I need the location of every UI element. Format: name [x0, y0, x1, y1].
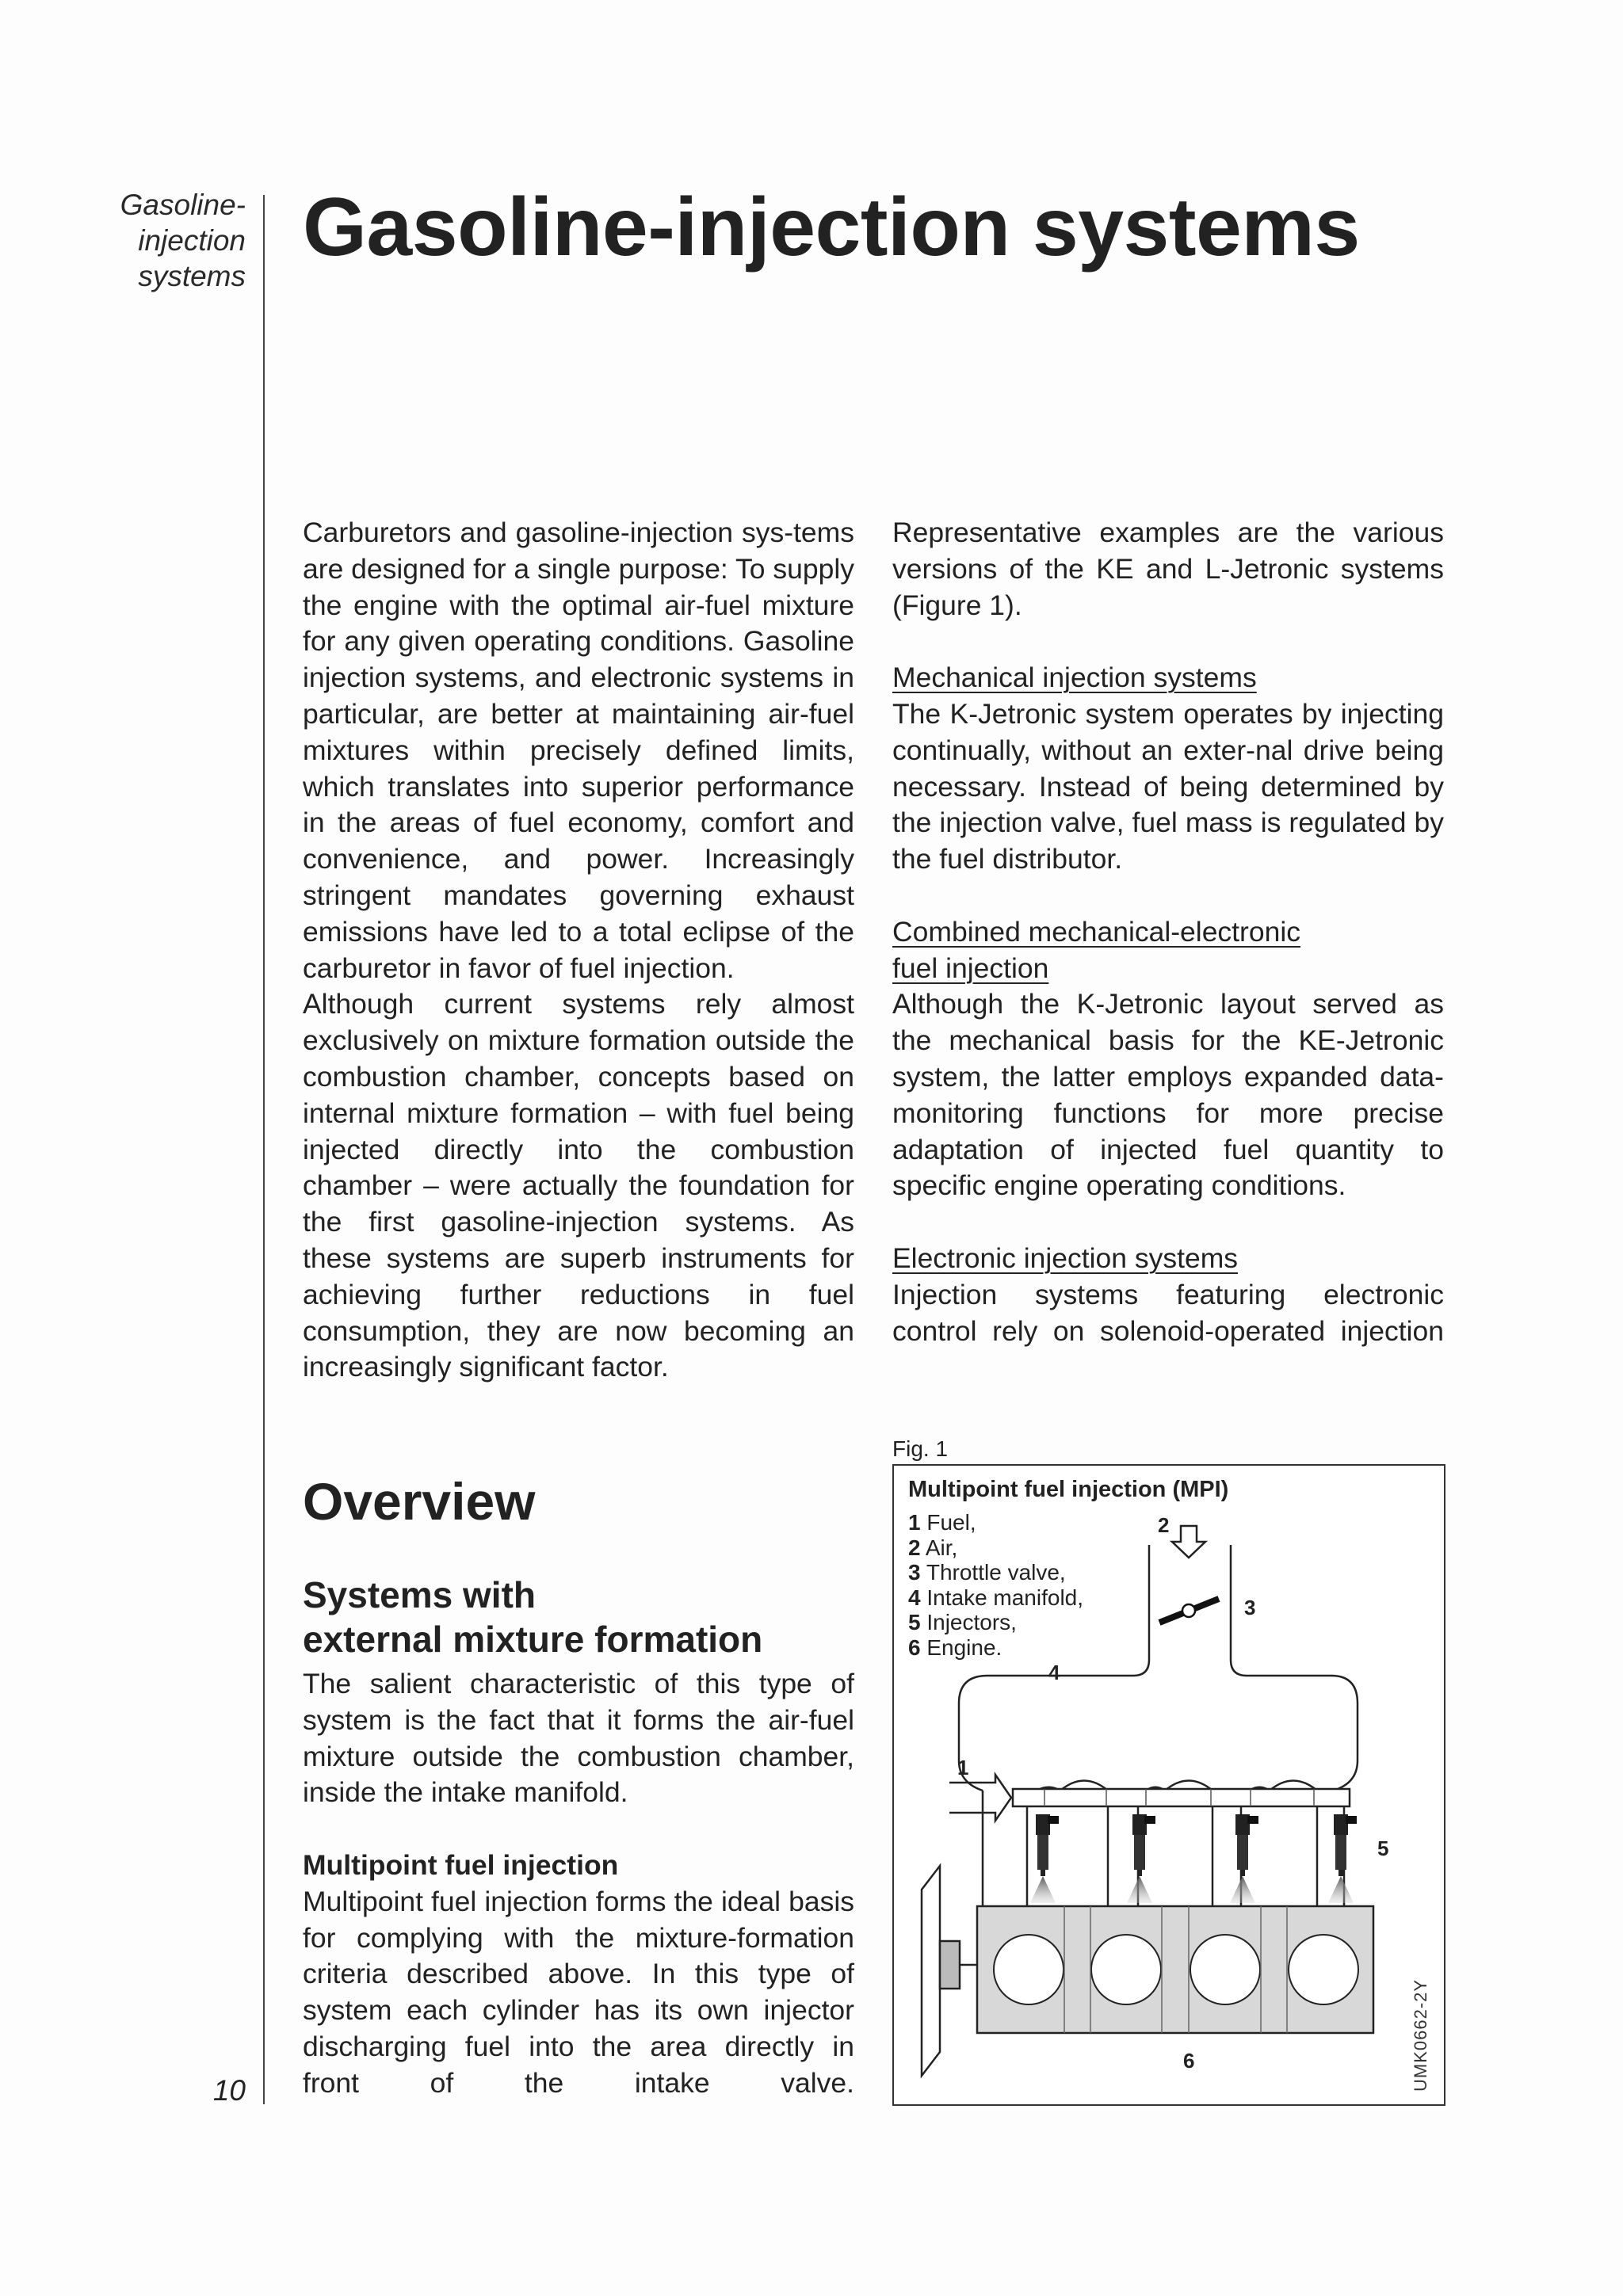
overview-heading: Overview [303, 1472, 536, 1531]
callout-5: 5 [1377, 1836, 1389, 1860]
legend-item: 2 Air, [908, 1535, 958, 1560]
legend-item: 3 Throttle valve, [908, 1560, 1066, 1585]
injectors [1036, 1814, 1357, 1876]
intro-paragraph-2: Although current systems rely almost exclusively on mixture formation outside the combustion chamber, concepts based on internal mixture formation – with fuel being injected directly into the combustion chamber – were actually the foundation for the first gasoline-injection systems. As these systems are superb instruments for achieving further reductions in fuel consumption, they are now becoming an increasingly significant factor. [303, 988, 854, 1383]
subheading-line: Systems with [303, 1574, 536, 1615]
subheading-line: external mixture formation [303, 1619, 763, 1660]
callout-3: 3 [1244, 1596, 1256, 1619]
page-title: Gasoline-injection systems [303, 181, 1360, 273]
mpi-paragraph: Multipoint fuel injection forms the ideal basis for complying with the mixture-formation criteria described above. In this type of system each cylinder has its own injector discharging fuel into the area directly in front of the intake valve. [303, 1885, 854, 2099]
legend-item: 1 Fuel, [908, 1510, 976, 1535]
legend-item: 6 Engine. [908, 1634, 1002, 1660]
throttle-valve-icon [1159, 1599, 1219, 1623]
sidebar-divider [263, 195, 265, 2104]
sidebar-title-line: systems [138, 260, 246, 292]
engine-pulley [922, 1866, 977, 2076]
legend-item: 5 Injectors, [908, 1610, 1017, 1634]
fuel-rail [1013, 1789, 1350, 1806]
sidebar-title-line: Gasoline- [120, 189, 246, 221]
external-paragraph: The salient characteristic of this type of system is the fact that it forms the air-fuel mixture outside the combustion chamber, inside the intake manifold. [303, 1668, 854, 1809]
callout-1: 1 [957, 1756, 969, 1779]
legend-item: 4 Intake manifold, [908, 1585, 1084, 1610]
figure-label: Fig. 1 [892, 1436, 949, 1461]
figure-mpi [892, 1464, 1445, 2106]
mechanical-paragraph: The K-Jetronic system operates by injecting continually, without an exter-nal drive being necessary. Instead of being determined by the injection valve, fuel mass is regulated by the fuel distributor. [892, 697, 1444, 875]
right-column [892, 515, 1444, 1349]
combined-heading-line: fuel injection [892, 952, 1049, 984]
intro-paragraph-1: Carburetors and gasoline-injection sys-tems are designed for a single purpose: To supply the engine with the optimal air-fuel mixture for any given operating conditions. Gasoline injection systems, and electronic systems in particular, are better at maintaining air-fuel mixtures within precisely defined limits, which translates into superior performance in the areas of fuel economy, comfort and convenience, and power. Increasingly stringent mandates governing exhaust emissions have led to a total eclipse of the carburetor in favor of fuel injection. [303, 517, 854, 984]
callout-2: 2 [1158, 1513, 1170, 1537]
callout-6: 6 [1183, 2049, 1195, 2073]
mechanical-heading: Mechanical injection systems [892, 662, 1257, 694]
callout-4: 4 [1048, 1661, 1060, 1684]
combined-paragraph: Although the K-Jetronic layout served as the mechanical basis for the KE-Jetronic system, the latter employs expanded data-monitoring functions for more precise adaptation of injected fuel quantity to specific engine operating conditions. [892, 988, 1444, 1202]
left-column-intro [303, 515, 854, 1386]
air-arrow-icon [1172, 1526, 1205, 1558]
external-mixture-subheading [303, 1573, 854, 1661]
electronic-heading: Electronic injection systems [892, 1241, 1239, 1274]
combined-heading [892, 914, 1444, 987]
electronic-paragraph: Injection systems featuring electronic control rely on solenoid-operated injection [892, 1278, 1444, 1347]
sidebar-section-title [79, 187, 246, 294]
fuel-spray [1030, 1876, 1354, 1903]
fuel-arrow-icon [949, 1775, 1011, 1821]
figure-legend [908, 1510, 1083, 1660]
figure-code: UMK0662-2Y [1411, 1978, 1430, 2092]
left-column-external [303, 1573, 854, 2102]
sidebar-title-line: injection [138, 224, 246, 257]
page-number: 10 [212, 2074, 246, 2107]
combined-heading-line: Combined mechanical-electronic [892, 915, 1300, 948]
mpi-heading: Multipoint fuel injection [303, 1848, 619, 1881]
examples-paragraph: Representative examples are the various versions of the KE and L-Jetronic systems (Figure 1). [892, 517, 1444, 621]
figure-title: Multipoint fuel injection (MPI) [908, 1477, 1229, 1502]
